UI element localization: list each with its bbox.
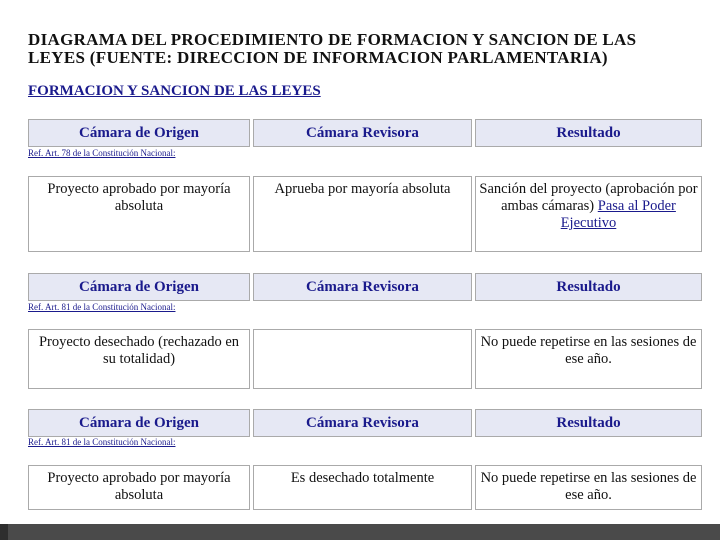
header-resultado: Resultado bbox=[475, 119, 702, 147]
table-header-2 bbox=[28, 273, 702, 301]
cell-resultado: No puede repetirse en las sesiones de ese año. bbox=[475, 329, 702, 389]
header-camara-origen: Cámara de Origen bbox=[28, 273, 250, 301]
header-camara-revisora: Cámara Revisora bbox=[253, 409, 472, 437]
cell-revisora bbox=[253, 329, 472, 389]
pasa-poder-ejecutivo-link[interactable]: Pasa al Poder Ejecutivo bbox=[560, 198, 676, 231]
cell-origen: Proyecto aprobado por mayoría absoluta bbox=[28, 176, 250, 252]
table-row bbox=[28, 329, 702, 389]
cell-origen: Proyecto desechado (rechazado en su totalidad) bbox=[28, 329, 250, 389]
section-heading-link[interactable]: FORMACION Y SANCION DE LAS LEYES bbox=[28, 83, 321, 99]
cell-origen: Proyecto aprobado por mayoría absoluta bbox=[28, 465, 250, 510]
cell-resultado bbox=[475, 176, 702, 252]
resultado-text: Sanción del proyecto (aprobación por ambas cámaras) bbox=[479, 181, 698, 214]
header-camara-revisora: Cámara Revisora bbox=[253, 273, 472, 301]
table-row bbox=[28, 465, 702, 510]
table-row bbox=[28, 176, 702, 252]
cell-resultado: No puede repetirse en las sesiones de ese año. bbox=[475, 465, 702, 510]
constitution-ref-link[interactable]: Ref. Art. 81 de la Constitución Nacional: bbox=[28, 302, 176, 312]
header-resultado: Resultado bbox=[475, 409, 702, 437]
title-line-2: LEYES (FUENTE: DIRECCION DE INFORMACION PARLAMENTARIA) bbox=[28, 48, 608, 67]
title-line-1: DIAGRAMA DEL PROCEDIMIENTO DE FORMACION Y SANCION DE LAS bbox=[28, 31, 637, 49]
table-header-1 bbox=[28, 119, 702, 147]
footer-bar bbox=[0, 524, 720, 540]
header-camara-origen: Cámara de Origen bbox=[28, 409, 250, 437]
cell-revisora: Aprueba por mayoría absoluta bbox=[253, 176, 472, 252]
header-resultado: Resultado bbox=[475, 273, 702, 301]
header-camara-origen: Cámara de Origen bbox=[28, 119, 250, 147]
page-title bbox=[28, 31, 720, 67]
constitution-ref-link[interactable]: Ref. Art. 78 de la Constitución Nacional: bbox=[28, 148, 176, 158]
cell-revisora: Es desechado totalmente bbox=[253, 465, 472, 510]
footer-accent bbox=[0, 524, 8, 540]
constitution-ref-link[interactable]: Ref. Art. 81 de la Constitución Nacional: bbox=[28, 437, 176, 447]
header-camara-revisora: Cámara Revisora bbox=[253, 119, 472, 147]
table-header-3 bbox=[28, 409, 702, 437]
